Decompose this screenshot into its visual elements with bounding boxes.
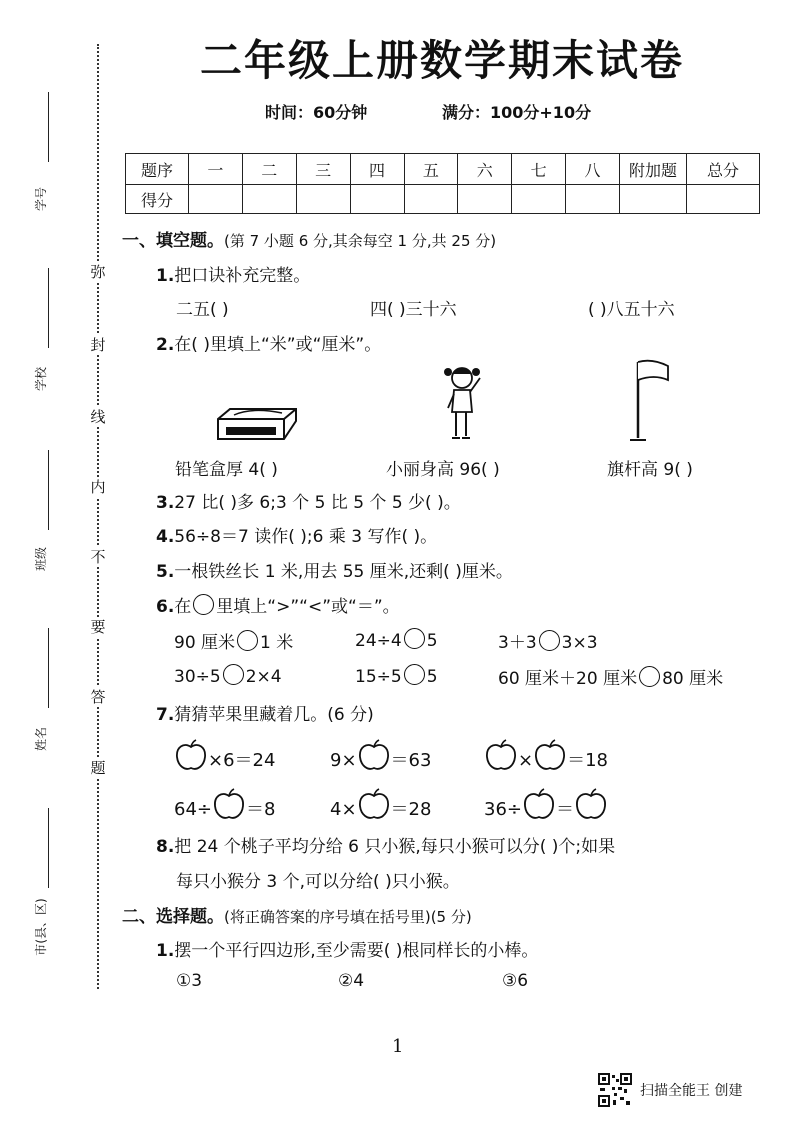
question-number: 1. xyxy=(156,941,175,961)
question-number: 6. xyxy=(156,597,175,617)
apple-icon[interactable] xyxy=(484,738,518,772)
q2-blank-c[interactable]: 旗杆高 9( ) xyxy=(607,460,693,480)
apple-icon[interactable] xyxy=(357,787,391,821)
apple-icon[interactable] xyxy=(533,738,567,772)
compare-circle[interactable] xyxy=(404,664,425,685)
apple-icon[interactable] xyxy=(574,787,608,821)
section2-note: (将正确答案的序号填在括号里)(5 分) xyxy=(224,908,472,926)
question-number: 3. xyxy=(156,493,175,513)
compare-left: 15÷5 xyxy=(355,667,402,687)
score-cell: 二 xyxy=(242,154,296,185)
equation-text: 9× xyxy=(330,750,357,771)
score-input-cell[interactable] xyxy=(242,185,296,214)
apple-icon[interactable] xyxy=(522,787,556,821)
score-cell: 总分 xyxy=(687,154,760,185)
class-line[interactable] xyxy=(48,450,49,530)
question-text: 把口诀补充完整。 xyxy=(174,266,311,286)
equation-text: ＝18 xyxy=(567,750,608,771)
compare-circle[interactable] xyxy=(639,666,660,687)
district-label: 市(县、区) xyxy=(34,898,48,956)
exam-time: 时间：60分钟 xyxy=(265,103,368,122)
name-line[interactable] xyxy=(48,628,49,708)
apple-equation xyxy=(174,787,275,821)
section1-note: (第 7 小题 6 分,其余每空 1 分,共 25 分) xyxy=(224,232,497,250)
equation-text: 4× xyxy=(330,799,357,820)
apple-equation xyxy=(330,738,431,772)
binding-char: 答 xyxy=(90,688,106,706)
district-line[interactable] xyxy=(48,808,49,888)
choice-option[interactable]: ②4 xyxy=(338,971,365,991)
flag-icon xyxy=(628,358,678,444)
student-id-line[interactable] xyxy=(48,92,49,162)
section2-title: 二、选择题。 xyxy=(122,907,224,927)
equation-text: × xyxy=(518,750,534,771)
girl-icon xyxy=(440,362,490,442)
equation-text: ＝28 xyxy=(390,799,432,820)
question-number: 2. xyxy=(156,335,175,355)
q2-blank-a[interactable]: 铅笔盒厚 4( ) xyxy=(175,460,278,480)
q1-blank-b[interactable]: 四( )三十六 xyxy=(370,300,457,320)
page-number: 1 xyxy=(392,1036,404,1057)
name-label: 姓名 xyxy=(34,727,48,752)
score-input-cell[interactable] xyxy=(404,185,458,214)
compare-right: 5 xyxy=(426,667,438,687)
score-input-cell[interactable] xyxy=(189,185,243,214)
score-cell: 四 xyxy=(350,154,404,185)
apple-equation xyxy=(484,738,608,772)
score-cell: 五 xyxy=(404,154,458,185)
score-input-cell[interactable] xyxy=(620,185,687,214)
score-cell: 六 xyxy=(458,154,512,185)
question-text: 一根铁丝长 1 米,用去 55 厘米,还剩( )厘米。 xyxy=(174,562,513,582)
score-cell: 八 xyxy=(566,154,620,185)
compare-circle[interactable] xyxy=(237,630,258,651)
compare-item xyxy=(355,628,438,651)
school-line[interactable] xyxy=(48,268,49,348)
compare-left: 24÷4 xyxy=(355,631,402,651)
compare-item xyxy=(498,664,723,689)
section1-title: 一、填空题。 xyxy=(122,231,224,251)
question-3[interactable] xyxy=(156,488,461,513)
binding-char: 封 xyxy=(90,336,106,354)
question-text: 在( )里填上“米”或“厘米”。 xyxy=(174,335,382,355)
question-number: 1. xyxy=(156,266,175,286)
score-cell: 一 xyxy=(189,154,243,185)
compare-circle[interactable] xyxy=(223,664,244,685)
binding-char: 内 xyxy=(90,478,106,496)
question-6 xyxy=(156,592,400,617)
binding-char: 弥 xyxy=(90,263,106,281)
equation-text: 64÷ xyxy=(174,799,212,820)
equation-text: ×6＝24 xyxy=(208,750,276,771)
question-text: 摆一个平行四边形,至少需要( )根同样长的小棒。 xyxy=(174,941,539,961)
score-input-cell[interactable] xyxy=(566,185,620,214)
compare-right: 2×4 xyxy=(245,667,282,687)
compare-left: 60 厘米＋20 厘米 xyxy=(498,669,638,689)
binding-char: 要 xyxy=(90,618,106,636)
question-number: 8. xyxy=(156,837,175,857)
choice-question-1[interactable] xyxy=(156,936,538,961)
scanner-watermark: 扫描全能王 创建 xyxy=(640,1083,743,1099)
score-cell: 七 xyxy=(512,154,566,185)
apple-icon[interactable] xyxy=(357,738,391,772)
score-cell: 附加题 xyxy=(620,154,687,185)
binding-char: 题 xyxy=(90,759,106,777)
choice-option[interactable]: ①3 xyxy=(176,971,203,991)
page-title: 二年级上册数学期末试卷 xyxy=(199,36,684,85)
compare-left: 90 厘米 xyxy=(174,633,236,653)
question-text-post: 里填上“>”“<”或“＝”。 xyxy=(216,597,400,617)
question-text: 27 比( )多 6;3 个 5 比 5 个 5 少( )。 xyxy=(174,493,461,513)
score-input-cell[interactable] xyxy=(458,185,512,214)
score-cell: 三 xyxy=(296,154,350,185)
full-score: 满分：100分+10分 xyxy=(442,103,592,122)
score-table xyxy=(125,153,760,214)
pencil-box-icon xyxy=(212,405,302,445)
compare-circle[interactable] xyxy=(404,628,425,649)
compare-right: 80 厘米 xyxy=(662,669,724,689)
compare-item xyxy=(498,628,598,653)
qr-code-icon xyxy=(598,1073,632,1107)
question-text: 56÷8＝7 读作( );6 乘 3 写作( )。 xyxy=(174,527,438,547)
equation-text: ＝8 xyxy=(246,799,276,820)
question-7 xyxy=(156,700,374,725)
compare-left: 30÷5 xyxy=(174,667,221,687)
compare-right: 5 xyxy=(426,631,438,651)
section1-heading xyxy=(122,226,496,251)
compare-left: 3＋3 xyxy=(498,633,537,653)
student-id-label: 学号 xyxy=(34,187,48,212)
question-8[interactable] xyxy=(156,832,615,857)
question-number: 7. xyxy=(156,705,175,725)
score-table-score-row xyxy=(126,185,760,214)
compare-right: 3×3 xyxy=(561,633,598,653)
class-label: 班级 xyxy=(34,547,48,572)
equation-text: ＝ xyxy=(556,799,574,820)
question-1 xyxy=(156,261,310,286)
question-text-pre: 在 xyxy=(174,597,192,617)
school-label: 学校 xyxy=(34,367,48,392)
compare-circle-icon xyxy=(193,594,214,615)
apple-icon[interactable] xyxy=(212,787,246,821)
question-text: 把 24 个桃子平均分给 6 只小猴,每只小猴可以分( )个;如果 xyxy=(174,837,616,857)
score-row-label: 得分 xyxy=(126,185,189,214)
compare-item xyxy=(355,664,438,687)
question-8-line2[interactable]: 每只小猴分 3 个,可以分给( )只小猴。 xyxy=(176,872,460,892)
binding-dotted-line xyxy=(97,44,99,989)
apple-icon[interactable] xyxy=(174,738,208,772)
question-2 xyxy=(156,330,381,355)
q1-blank-a[interactable]: 二五( ) xyxy=(176,300,229,320)
equation-text: 36÷ xyxy=(484,799,522,820)
equation-text: ＝63 xyxy=(390,750,432,771)
score-input-cell[interactable] xyxy=(350,185,404,214)
binding-char: 不 xyxy=(90,548,106,566)
compare-right: 1 米 xyxy=(260,633,294,653)
question-5[interactable] xyxy=(156,557,513,582)
q2-blank-b[interactable]: 小丽身高 96( ) xyxy=(386,460,500,480)
binding-char: 线 xyxy=(90,408,106,426)
score-cell: 题序 xyxy=(126,154,189,185)
question-number: 5. xyxy=(156,562,175,582)
score-table-header-row xyxy=(126,154,760,185)
question-text: 猜猜苹果里藏着几。(6 分) xyxy=(174,705,374,725)
choice-option[interactable]: ③6 xyxy=(502,971,529,991)
compare-circle[interactable] xyxy=(539,630,560,651)
apple-equation xyxy=(484,787,608,821)
score-input-cell[interactable] xyxy=(512,185,566,214)
score-input-cell[interactable] xyxy=(687,185,760,214)
question-number: 4. xyxy=(156,527,175,547)
compare-item xyxy=(174,664,282,687)
score-input-cell[interactable] xyxy=(296,185,350,214)
apple-equation xyxy=(174,738,275,772)
apple-equation xyxy=(330,787,431,821)
section2-heading xyxy=(122,902,472,927)
compare-item xyxy=(174,628,293,653)
q1-blank-c[interactable]: ( )八五十六 xyxy=(588,300,675,320)
question-4[interactable] xyxy=(156,522,437,547)
